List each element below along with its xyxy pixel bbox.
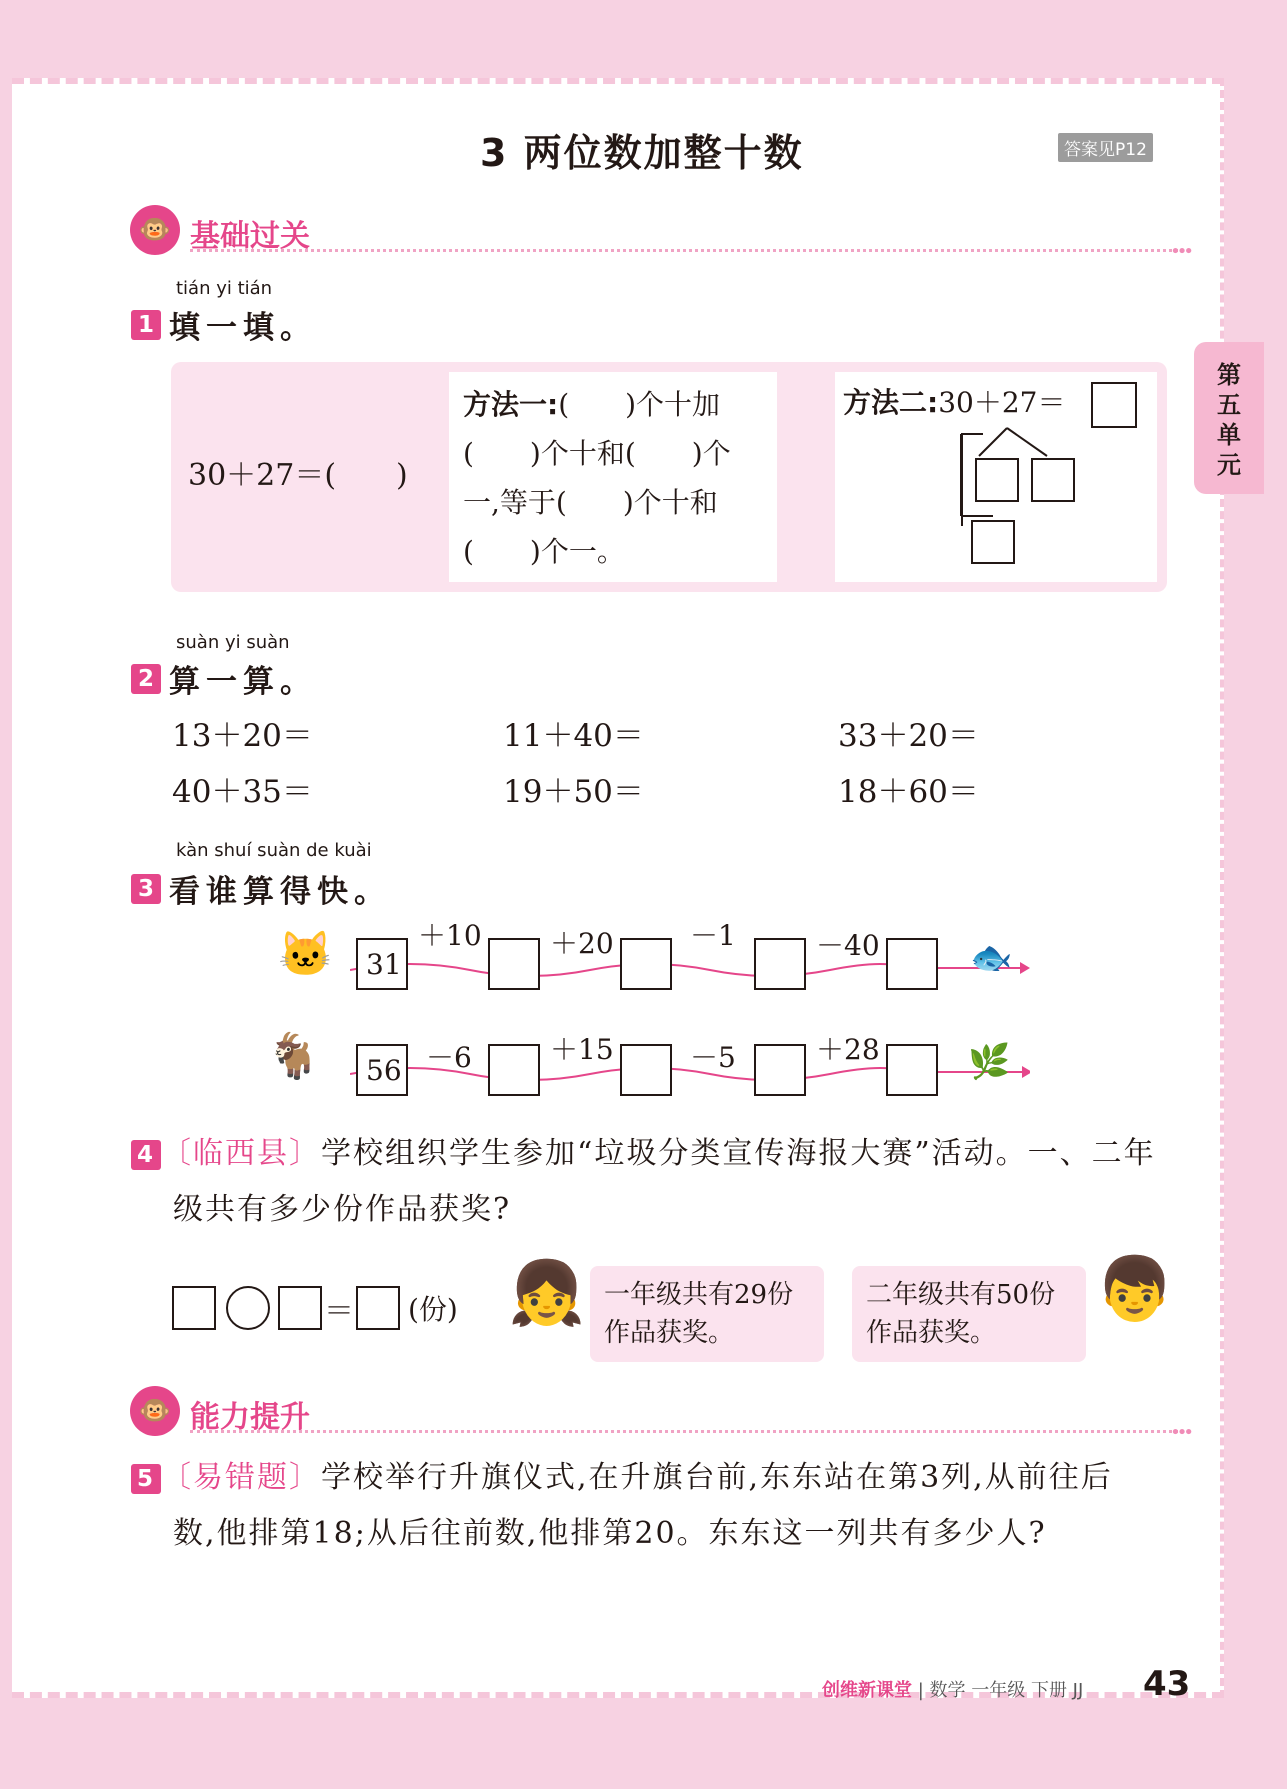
- answer-box[interactable]: [620, 1044, 672, 1096]
- goat-icon: 🐐: [266, 1031, 321, 1082]
- answer-box[interactable]: [971, 520, 1015, 564]
- answer-box[interactable]: [620, 938, 672, 990]
- q4-equation-frame: [172, 1286, 492, 1332]
- decor-dots-icon: •••: [1170, 241, 1190, 262]
- chain-operation: －6: [426, 1041, 472, 1074]
- answer-box[interactable]: [754, 938, 806, 990]
- section-header-basic: [130, 205, 1190, 262]
- calc-item: 19＋50＝: [503, 774, 644, 810]
- calc-item: 40＋35＝: [172, 774, 313, 810]
- chain-operation: ＋28: [816, 1033, 880, 1066]
- answer-box[interactable]: [754, 1044, 806, 1096]
- chain-operation: ＋15: [550, 1033, 614, 1066]
- q3-pinyin: kàn shuí suàn de kuài: [176, 840, 372, 861]
- cat-icon: 🐱: [278, 929, 333, 980]
- chain-operation: －5: [690, 1041, 736, 1074]
- answer-box[interactable]: [488, 1044, 540, 1096]
- q2-pinyin: suàn yi suàn: [176, 632, 290, 653]
- section-title: 能力提升: [190, 1400, 310, 1435]
- bubble-text: 一年级共有29份: [604, 1280, 794, 1310]
- chain-start-value: 31: [366, 948, 402, 981]
- section-header-advanced: [130, 1386, 1190, 1443]
- bubble-text: 二年级共有50份: [866, 1280, 1056, 1310]
- chain-operation: ＋20: [550, 927, 614, 960]
- page-number: 43: [1143, 1664, 1191, 1704]
- q1-pinyin: tián yi tián: [176, 278, 273, 299]
- method1-line: ( )个十加: [558, 388, 721, 421]
- bubble-text: 作品获奖。: [604, 1318, 735, 1348]
- dotted-divider: [190, 249, 1190, 252]
- answer-box[interactable]: [356, 1286, 400, 1330]
- calc-item: 18＋60＝: [838, 774, 979, 810]
- decor-dots-icon: •••: [1170, 1422, 1190, 1443]
- q1-equation: 30＋27＝( ): [188, 458, 408, 493]
- question-number: 1: [131, 310, 161, 340]
- problem-text: 数,他排第18;从后往前数,他排第20。东东这一列共有多少人?: [173, 1516, 1047, 1551]
- fish-bowl-icon: 🐟: [970, 938, 1013, 978]
- calc-chain-goat: [260, 1024, 1040, 1104]
- boy-character-icon: 👦: [1096, 1252, 1174, 1325]
- method1-line: ( )个十和( )个: [463, 437, 731, 470]
- answer-box[interactable]: [886, 1044, 938, 1096]
- unit-label: (份): [408, 1293, 458, 1326]
- method2-card: [835, 372, 1157, 582]
- answer-box[interactable]: [488, 938, 540, 990]
- answer-box[interactable]: [886, 938, 938, 990]
- section-title: 基础过关: [190, 219, 310, 254]
- girl-character-icon: 👧: [508, 1256, 586, 1329]
- question-title: 算一算。: [169, 664, 317, 700]
- calc-item: 11＋40＝: [503, 718, 644, 754]
- problem-text: 学校组织学生参加“垃圾分类宣传海报大赛”活动。一、二年: [321, 1136, 1156, 1171]
- question-title: 看谁算得快。: [169, 874, 391, 910]
- footer-brand: 创维新课堂: [822, 1680, 912, 1701]
- answer-box[interactable]: [278, 1286, 322, 1330]
- answer-box[interactable]: [1031, 458, 1075, 502]
- chain-start-value: 56: [366, 1054, 402, 1087]
- method1-line: ( )个一。: [463, 535, 625, 568]
- footer-info: [822, 1676, 1083, 1702]
- speech-bubble: [590, 1266, 824, 1362]
- problem-text: 学校举行升旗仪式,在升旗台前,东东站在第3列,从前往后: [321, 1460, 1113, 1495]
- q1-panel: [171, 362, 1167, 592]
- unit-side-tab-label: 第五单元: [1217, 361, 1241, 479]
- method1-title: 方法一:: [463, 388, 559, 421]
- question-number: 4: [131, 1140, 161, 1170]
- monkey-mascot-icon: 🐵: [130, 1386, 180, 1436]
- calc-item: 33＋20＝: [838, 718, 979, 754]
- question-title: 填一填。: [169, 310, 317, 346]
- method2-equation: 30＋27＝: [938, 386, 1066, 419]
- question-number: 5: [131, 1464, 161, 1494]
- grass-icon: 🌿: [968, 1042, 1011, 1082]
- chain-operation: ＋10: [418, 919, 482, 952]
- question-number: 2: [131, 664, 161, 694]
- q4-problem: [131, 1126, 1191, 1238]
- chain-operation: －1: [690, 919, 736, 952]
- monkey-mascot-icon: 🐵: [130, 205, 180, 255]
- method2-title: 方法二:: [843, 386, 939, 419]
- method1-card: [449, 372, 777, 582]
- q2-heading: [131, 656, 317, 701]
- source-tag: 〔易错题〕: [161, 1460, 321, 1495]
- problem-text: 级共有多少份作品获奖?: [173, 1192, 512, 1227]
- q1-heading: [131, 302, 317, 347]
- page-title: 3 两位数加整十数: [480, 131, 804, 175]
- method1-line: 一,等于( )个十和: [463, 486, 718, 519]
- source-tag: 〔临西县〕: [161, 1136, 321, 1171]
- unit-side-tab: [1194, 342, 1264, 494]
- speech-bubble: [852, 1266, 1086, 1362]
- chain-operation: －40: [816, 929, 880, 962]
- operator-circle[interactable]: [226, 1286, 270, 1330]
- calc-chain-cat: [270, 920, 1040, 1000]
- question-number: 3: [131, 874, 161, 904]
- q3-heading: [131, 866, 391, 911]
- footer-book-info: | 数学 一年级 下册 JJ: [917, 1680, 1084, 1701]
- q5-problem: [131, 1450, 1201, 1562]
- answer-reference-badge: 答案见P12: [1058, 133, 1153, 162]
- bubble-text: 作品获奖。: [866, 1318, 997, 1348]
- answer-box[interactable]: [1091, 382, 1137, 428]
- dotted-divider: [190, 1430, 1190, 1433]
- calc-item: 13＋20＝: [172, 718, 313, 754]
- equals-sign: ＝: [324, 1294, 354, 1329]
- answer-box[interactable]: [172, 1286, 216, 1330]
